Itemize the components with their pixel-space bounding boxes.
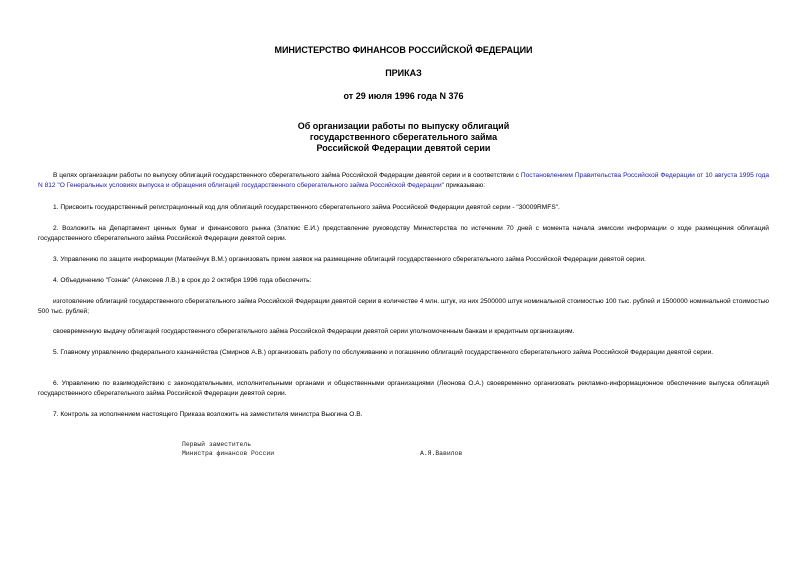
paragraph-4: 4. Объединению "Гознак" (Алексеев Л.В.) в срок до 2 октября 1996 года обеспечить: bbox=[53, 277, 312, 284]
paragraph-1: 1. Присвоить государственный регистрационный код для облигаций государственного сберегательного займа Российской Федерации девятой серии - "30009RMFS". bbox=[53, 204, 560, 211]
paragraph-4-item-b: своевременную выдачу облигаций государственного сберегательного займа Российской Федерации девятой серии уполномоченным банкам и кредитным организациям. bbox=[53, 328, 575, 335]
paragraph-7: 7. Контроль за исполнением настоящего Приказа возложить на заместителя министра Вьюгина О.В. bbox=[53, 411, 363, 418]
document-type-heading: ПРИКАЗ bbox=[385, 68, 422, 78]
intro-text-after: приказываю: bbox=[444, 182, 486, 189]
government-decree-link[interactable]: Постановлением Правительства Российской Федерации от 10 августа 1995 года N 812 "О Генеральных условиях выпуска и обращения облигаций государственного сберегательного займа Российской Федерации" bbox=[38, 172, 769, 189]
document-title-line-1: Об организации работы по выпуску облигаций bbox=[297, 121, 510, 131]
signatory-position-line-1: Первый заместитель bbox=[182, 441, 252, 448]
paragraph-3: 3. Управлению по защите информации (Матвейчук В.М.) организовать прием заявок на размещение облигаций государственного сберегательного займа Российской Федерации девятой серии. bbox=[53, 256, 646, 263]
signatory-position-line-2: Министра финансов России bbox=[182, 450, 275, 457]
intro-text-before: В целях организации работы по выпуску облигаций государственного сберегательного займа Российской Федерации девятой серии и в соответствии с bbox=[53, 172, 521, 179]
date-number-heading: от 29 июля 1996 года N 376 bbox=[343, 91, 464, 101]
paragraph-5: 5. Главному управлению федерального казначейства (Смирнов А.В.) организовать работу по обслуживанию и погашению облигаций государственного сберегательного займа Российской Федерации девятой серии. bbox=[53, 349, 714, 356]
document-title-line-2: государственного сберегательного займа bbox=[309, 132, 498, 142]
intro-paragraph bbox=[38, 171, 769, 191]
paragraph-2: 2. Возложить на Департамент ценных бумаг и финансового рынка (Златкис Е.И.) представление руководству Министерства по истечении 70 дней с момента начала эмиссии информации о ходе размещения облигаций государственного сберегательного займа Российской Федерации девятой серии. bbox=[38, 225, 769, 242]
ministry-heading: МИНИСТЕРСТВО ФИНАНСОВ РОССИЙСКОЙ ФЕДЕРАЦИИ bbox=[274, 45, 533, 55]
document-title-line-3: Российской Федерации девятой серии bbox=[316, 143, 491, 153]
signatory-name: А.Я.Вавилов bbox=[420, 450, 463, 457]
paragraph-4-item-a: изготовление облигаций государственного сберегательного займа Российской Федерации девятой серии в количестве 4 млн. штук, из них 2500000 штук номинальной стоимостью 100 тыс. рублей и 1500000 номинальной стоимостью 500 тыс. рублей; bbox=[38, 298, 769, 315]
paragraph-6: 6. Управлению по взаимодействию с законодательными, исполнительными органами и общественными организациями (Леонова О.А.) своевременно организовать рекламно-информационное обеспечение выпуска облигаций государственного сберегательного займа Российской Федерации девятой серии. bbox=[38, 380, 769, 397]
